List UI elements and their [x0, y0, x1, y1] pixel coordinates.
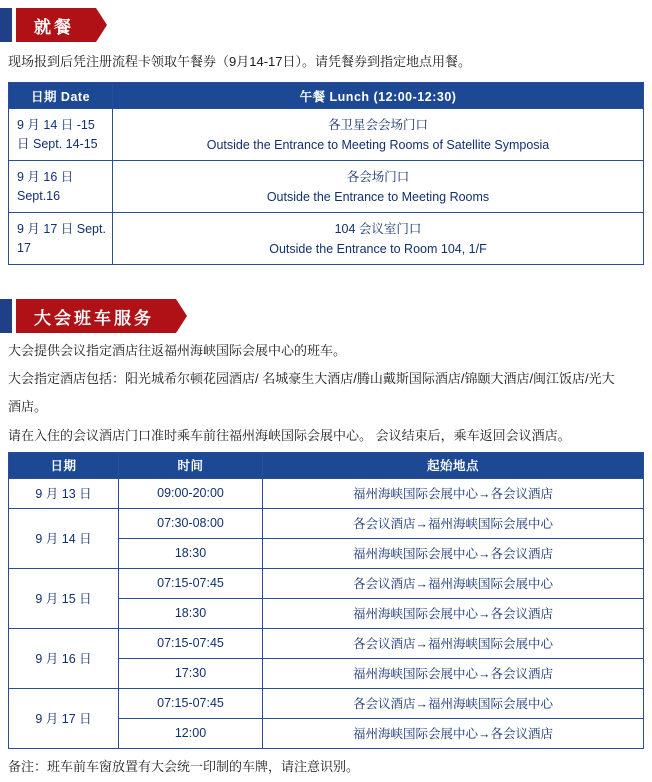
cell-time: 07:15-07:45	[119, 568, 263, 598]
cell-date-en: Sept.16	[17, 188, 61, 203]
table-row	[9, 213, 644, 265]
cell-place-cn: 各会场门口	[346, 169, 410, 184]
table-row	[9, 478, 644, 508]
shuttle-paragraph-3: 酒店。	[8, 399, 48, 415]
cell-time: 07:30-08:00	[119, 508, 263, 538]
cell-route: 福州海峡国际会展中心→各会议酒店	[263, 658, 644, 688]
section-title-dining: 就餐	[16, 8, 96, 42]
table-header-row	[9, 83, 644, 109]
column-header-time: 时间	[119, 452, 263, 478]
table-row	[9, 161, 644, 213]
cell-time: 18:30	[119, 538, 263, 568]
cell-time: 07:15-07:45	[119, 688, 263, 718]
cell-place-en: Outside the Entrance to Meeting Rooms	[266, 189, 490, 204]
heading-accent-bar	[0, 8, 12, 42]
cell-date: 9 月 14 日	[9, 508, 119, 568]
cell-time: 18:30	[119, 598, 263, 628]
cell-time: 07:15-07:45	[119, 628, 263, 658]
section-spacer	[0, 265, 652, 291]
shuttle-paragraph-1: 大会提供会议指定酒店往返福州海峡国际会展中心的班车。	[8, 343, 347, 359]
cell-route: 各会议酒店→福州海峡国际会展中心	[263, 628, 644, 658]
section-heading-dining	[0, 8, 652, 42]
cell-route: 各会议酒店→福州海峡国际会展中心	[263, 568, 644, 598]
cell-date-cn: 9 月 16 日	[17, 169, 74, 184]
cell-time: 17:30	[119, 658, 263, 688]
cell-date-cn: 9 月 17 日	[17, 221, 74, 236]
heading-accent-bar	[0, 299, 12, 333]
cell-date	[9, 109, 113, 161]
column-header-route: 起始地点	[263, 452, 644, 478]
cell-date-en: Sept. 14-15	[33, 136, 98, 151]
cell-time: 09:00-20:00	[119, 478, 263, 508]
dining-table	[8, 82, 644, 265]
shuttle-paragraph-2: 大会指定酒店包括：阳光城希尔顿花园酒店/ 名城豪生大酒店/腾山戴斯国际酒店/锦颐大酒店/闽江饭店/光大	[8, 371, 615, 387]
table-row	[9, 628, 644, 658]
cell-time: 12:00	[119, 718, 263, 748]
cell-place-cn: 104 会议室门口	[334, 221, 422, 236]
cell-place	[113, 161, 644, 213]
cell-route: 各会议酒店→福州海峡国际会展中心	[263, 688, 644, 718]
column-header-date: 日期 Date	[9, 83, 113, 109]
cell-place	[113, 109, 644, 161]
shuttle-footnote: 备注：班车前车窗放置有大会统一印制的车牌，请注意识别。	[8, 758, 360, 774]
table-row	[9, 568, 644, 598]
cell-route: 福州海峡国际会展中心→各会议酒店	[263, 598, 644, 628]
column-header-date: 日期	[9, 452, 119, 478]
cell-route: 福州海峡国际会展中心→各会议酒店	[263, 718, 644, 748]
cell-route: 福州海峡国际会展中心→各会议酒店	[263, 478, 644, 508]
cell-date-cn: 9 月 14 日 -15 日	[17, 117, 95, 151]
cell-date-en: Sept. 17	[17, 221, 106, 255]
table-row	[9, 109, 644, 161]
shuttle-paragraph-4: 请在入住的会议酒店门口准时乘车前往福州海峡国际会展中心。 会议结束后，乘车返回会议酒店。	[8, 427, 571, 443]
column-header-lunch: 午餐 Lunch (12:00-12:30)	[113, 83, 644, 109]
table-header-row	[9, 452, 644, 478]
cell-date: 9 月 16 日	[9, 628, 119, 688]
cell-route: 福州海峡国际会展中心→各会议酒店	[263, 538, 644, 568]
section-heading-shuttle	[0, 299, 652, 333]
cell-date: 9 月 13 日	[9, 478, 119, 508]
cell-date	[9, 213, 113, 265]
section-title-shuttle: 大会班车服务	[16, 299, 176, 333]
cell-route: 各会议酒店→福州海峡国际会展中心	[263, 508, 644, 538]
table-row	[9, 508, 644, 538]
cell-date: 9 月 15 日	[9, 568, 119, 628]
cell-date: 9 月 17 日	[9, 688, 119, 748]
cell-place-en: Outside the Entrance to Room 104, 1/F	[269, 241, 487, 256]
dining-intro-text: 现场报到后凭注册流程卡领取午餐券（9月14-17日）。请凭餐券到指定地点用餐。	[8, 54, 471, 69]
cell-place-en: Outside the Entrance to Meeting Rooms of Satellite Symposia	[206, 137, 550, 152]
cell-date	[9, 161, 113, 213]
shuttle-table	[8, 452, 644, 749]
cell-place-cn: 各卫星会会场门口	[327, 117, 428, 132]
table-row	[9, 688, 644, 718]
cell-place	[113, 213, 644, 265]
